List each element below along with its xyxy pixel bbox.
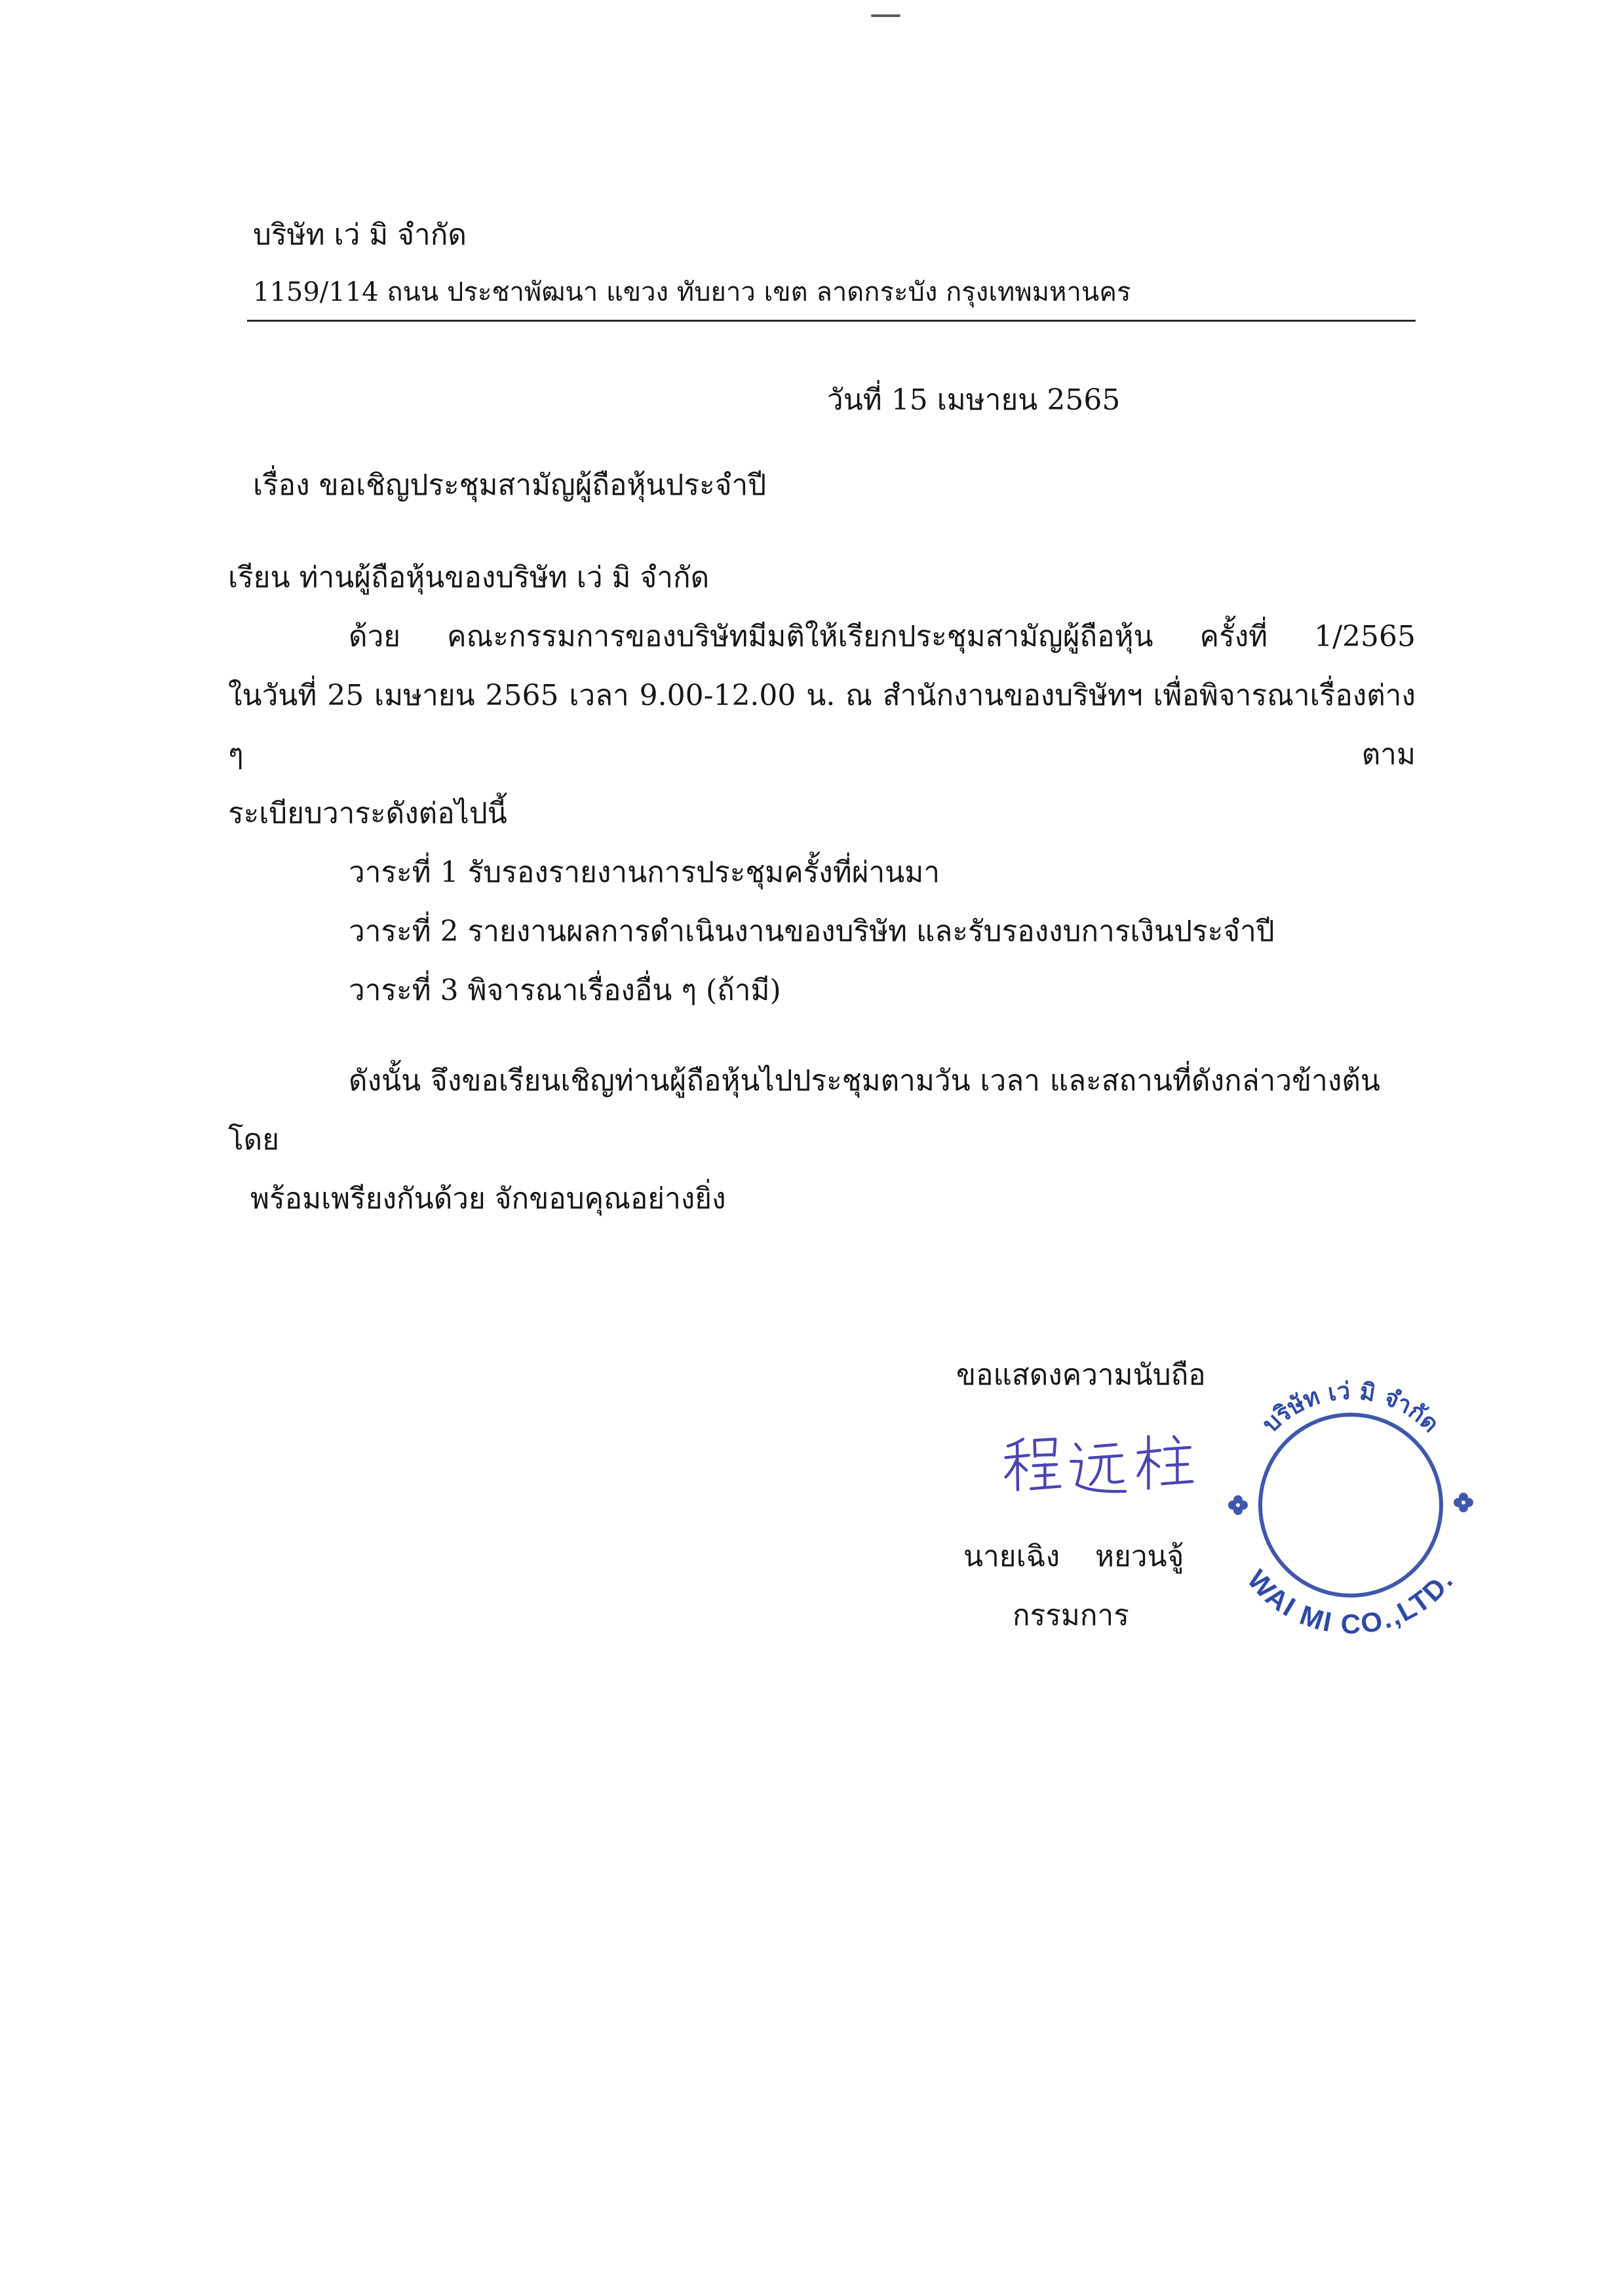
clover-center (1236, 1503, 1240, 1507)
agenda-item: วาระที่ 1 รับรองรายงานการประชุมครั้งที่ผ่านมา (349, 856, 940, 889)
scan-mark (871, 14, 900, 17)
signoff-block (228, 1346, 1460, 1645)
closing-line: พร้อมเพรียงกันด้วย จักขอบคุณอย่างยิ่ง (250, 1182, 726, 1215)
signature-glyph-3 (1138, 1436, 1193, 1488)
stamp-clover-right-icon (1454, 1493, 1473, 1512)
intro-line: ระเบียบวาระดังต่อไปนี้ (228, 797, 507, 830)
signature-glyph-2 (1071, 1444, 1125, 1491)
stamp-text-bottom-path: WAI MI CO.,LTD. (1241, 1563, 1460, 1640)
letter-date: วันที่ 15 เมษายน 2565 (827, 383, 1121, 417)
letter-subject: เรื่อง ขอเชิญประชุมสามัญผู้ถือหุ้นประจำปี (253, 469, 767, 502)
stamp-text-top (1258, 1378, 1444, 1438)
letter-body (228, 206, 1460, 1645)
closing-line: ดังนั้น จึงขอเรียนเชิญท่านผู้ถือหุ้นไปประชุมตามวัน เวลา และสถานที่ดังกล่าวข้างต้นโดย (228, 1064, 1380, 1157)
letter-salutation: เรียน ท่านผู้ถือหุ้นของบริษัท เว่ มิ จำกัด (228, 561, 710, 594)
company-name: บริษัท เว่ มิ จำกัด (253, 218, 467, 252)
letterhead-divider (247, 320, 1416, 322)
signature-stroke (1138, 1436, 1193, 1488)
stamp-clover-left-icon (1228, 1495, 1248, 1515)
signature-stroke (1071, 1444, 1125, 1491)
signatory-name: นายเฉิง หยวนจู้ (963, 1540, 1184, 1573)
agenda-item: วาระที่ 3 พิจารณาเรื่องอื่น ๆ (ถ้ามี) (349, 974, 781, 1007)
intro-line: ด้วย คณะกรรมการของบริษัทมีมติให้เรียกประชุมสามัญผู้ถือหุ้น ครั้งที่ 1/2565 (349, 620, 1416, 653)
stamp-ring (1260, 1415, 1441, 1596)
intro-line: ในวันที่ 25 เมษายน 2565 เวลา 9.00-12.00 น. ณ สำนักงานของบริษัทฯ เพื่อพิจารณาเรื่องต่าง ๆ ตาม (228, 679, 1416, 771)
complimentary-close: ขอแสดงความนับถือ (956, 1358, 1206, 1392)
company-stamp (1207, 1361, 1495, 1649)
signature-stroke (1006, 1439, 1060, 1489)
agenda-item: วาระที่ 2 รายงานผลการดำเนินงานของบริษัท และรับรองงบการเงินประจำปี (349, 915, 1275, 948)
company-address: 1159/114 ถนน ประชาพัฒนา แขวง ทับยาว เขต ลาดกระบัง กรุงเทพมหานคร (253, 277, 1131, 307)
signature (999, 1425, 1203, 1504)
clover-center (1461, 1501, 1465, 1504)
signature-glyph-1 (1006, 1439, 1060, 1489)
stamp-text-top-path: บริษัท เว่ มิ จำกัด (1257, 1377, 1444, 1438)
stamp-text-bottom (1241, 1564, 1460, 1639)
signatory-title: กรรมการ (1013, 1599, 1129, 1632)
